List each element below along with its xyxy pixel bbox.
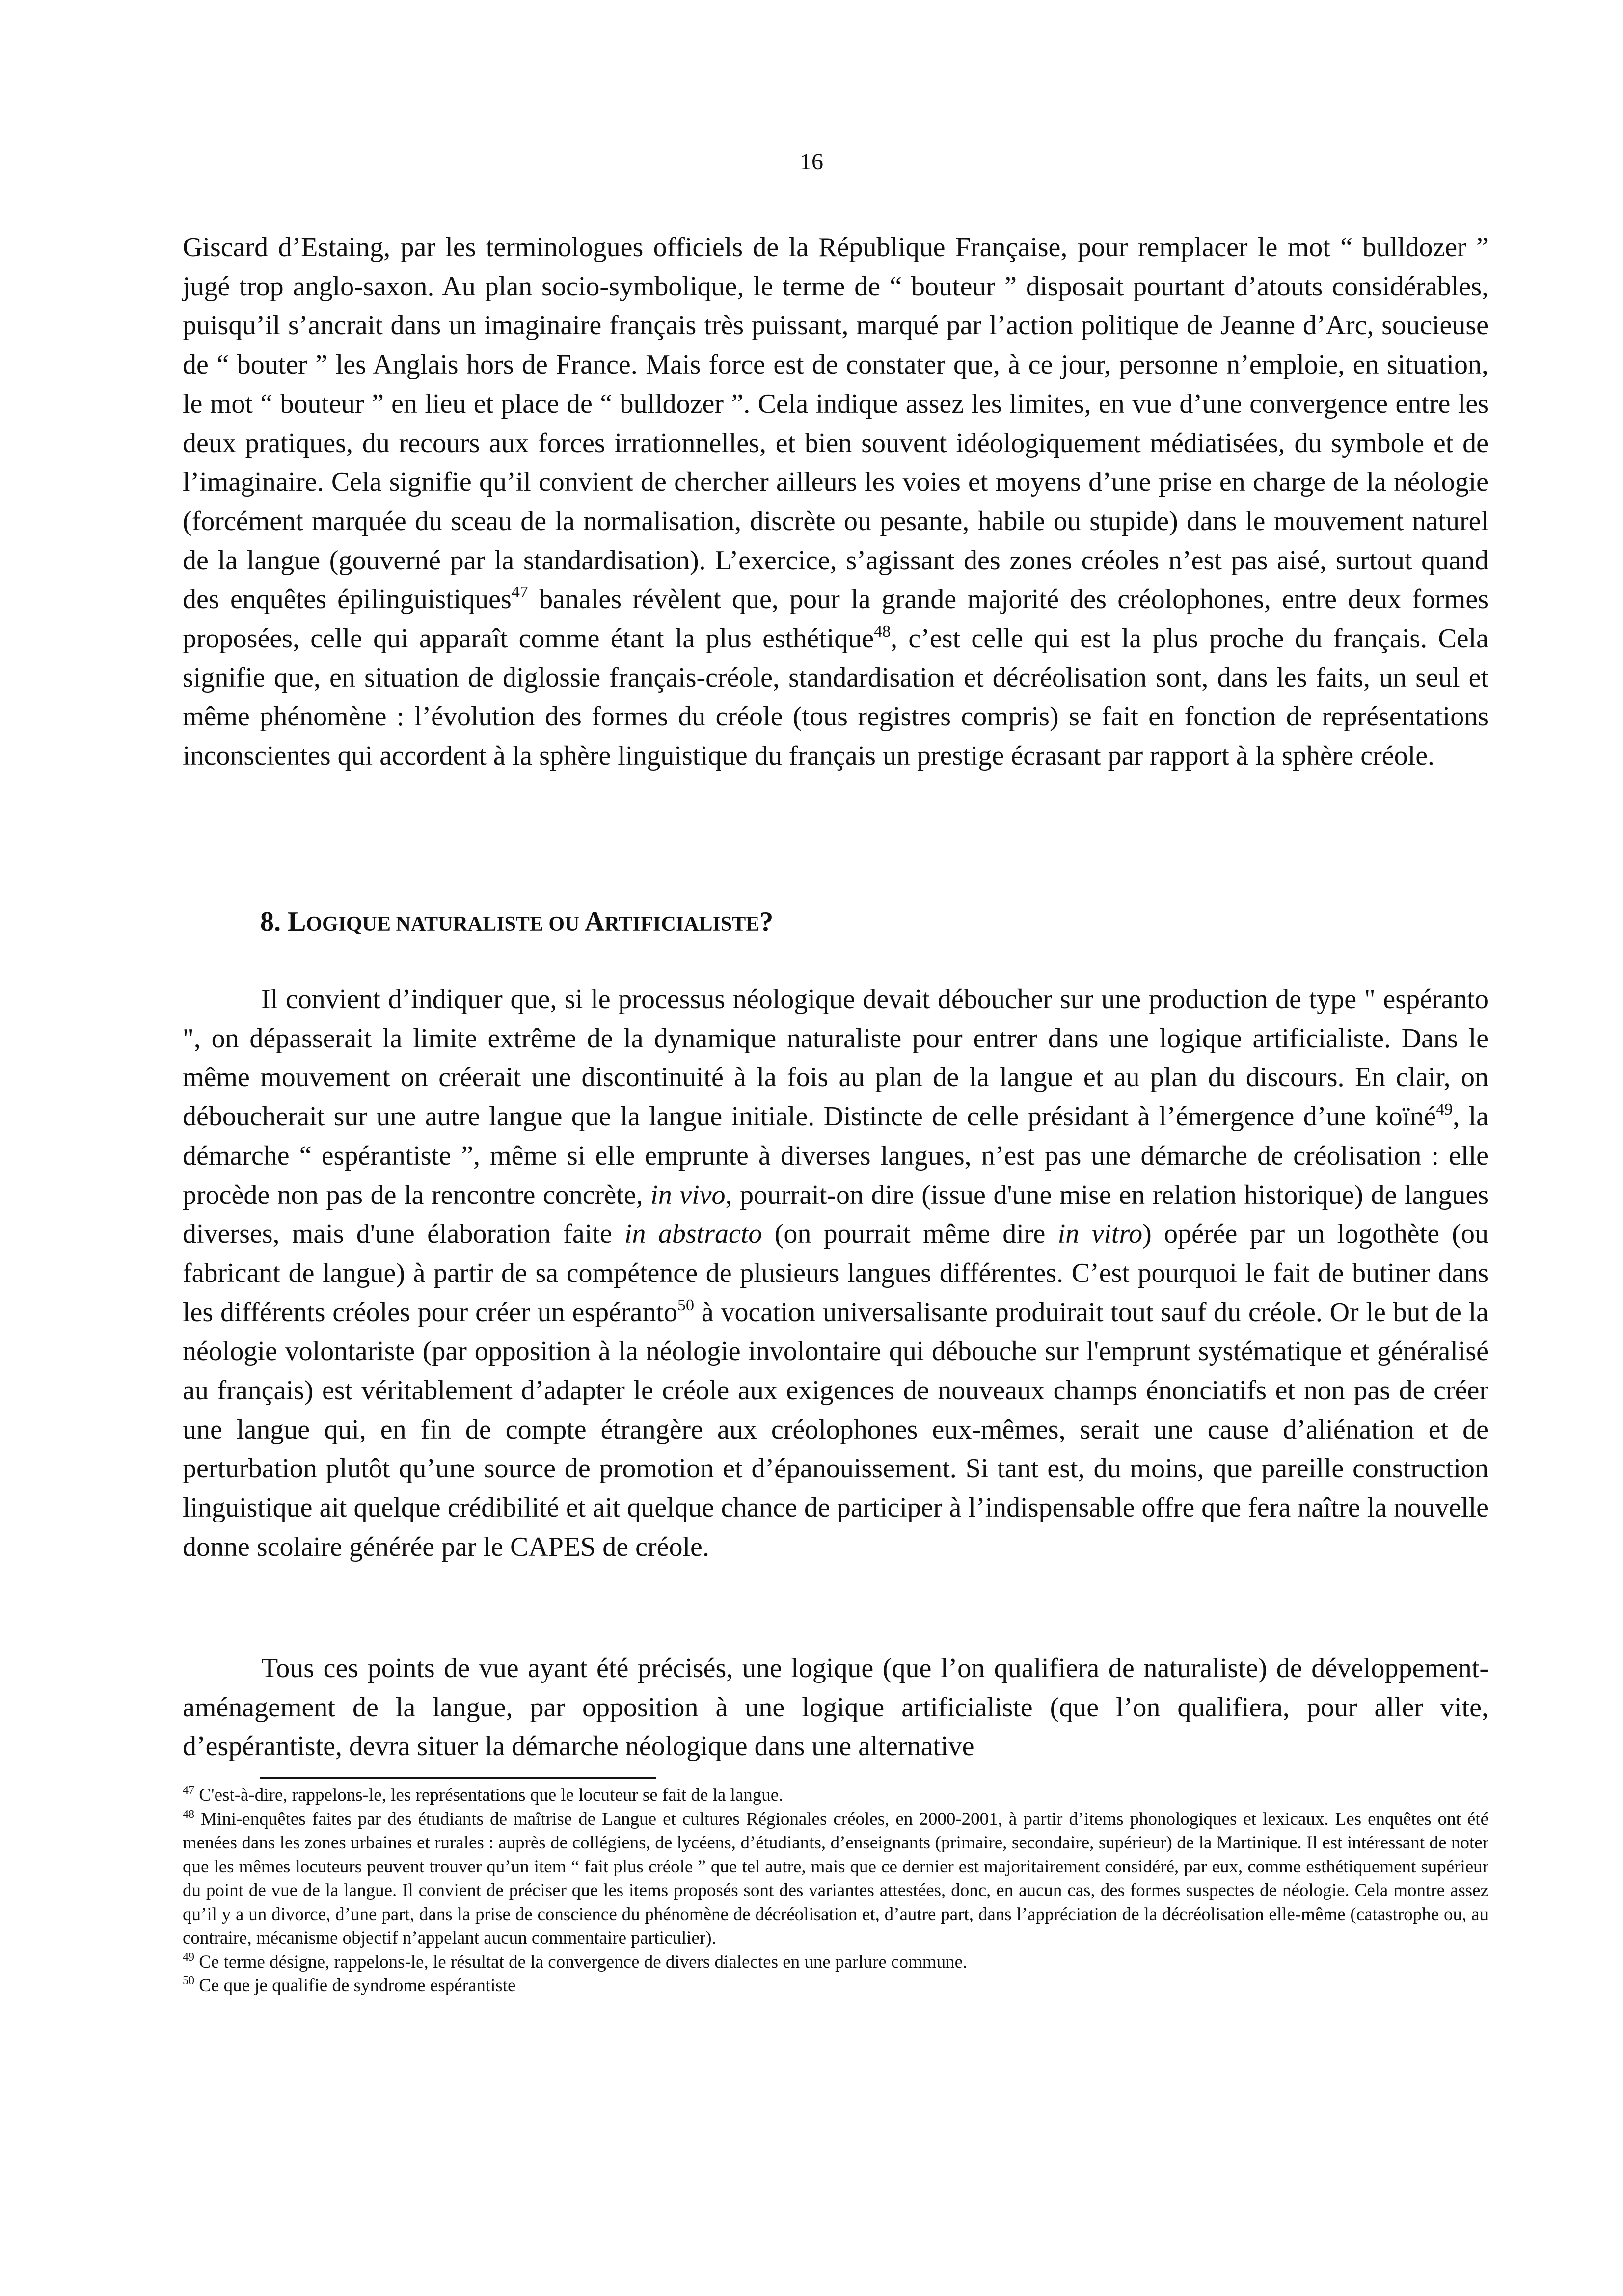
paragraph-text: , pourrait-on dire (issue d'une mise en relation historique) de langues diverses, mais d'une élaboration faite [183, 1179, 1489, 1250]
footnote-ref-48[interactable]: 48 [874, 622, 891, 641]
footnote-number: 50 [183, 1975, 194, 1987]
section-title-smallcaps: RTIFICIALISTE [604, 913, 760, 935]
paragraph-text: (on pourrait même dire [762, 1219, 1058, 1250]
section-title-initial: L [288, 907, 306, 937]
italic-term: in abstracto [624, 1219, 762, 1250]
section-title-smallcaps: OGIQUE NATURALISTE OU [306, 913, 585, 935]
footnote-ref-49[interactable]: 49 [1436, 1100, 1453, 1119]
paragraph-text: , la démarche “ espérantiste ”, même si elle emprunte à diverses langues, n’est pas une démarche de créolisation : elle procède non pas de la rencontre concrète, [183, 1101, 1489, 1210]
footnote-49 [183, 1950, 1488, 1975]
footnotes [183, 1784, 1488, 1998]
paragraph-text: à vocation universalisante produirait tout sauf du créole. Or le but de la néologie volontariste (par opposition à la néologie involontaire qui débouche sur l'emprunt systématique et généralisé au français) est véritablement d’adapter le créole aux exigences de nouveaux champs énonciatifs et non pas de créer une langue qui, en fin de compte étrangère aux créolophones eux-mêmes, serait une cause d’aliénation et de perturbation plutôt qu’une source de promotion et d’épanouissement. Si tant est, du moins, que pareille construction linguistique ait quelque crédibilité et ait quelque chance de participer à l’indispensable offre que fera naître la nouvelle donne scolaire générée par le CAPES de créole. [183, 1297, 1489, 1562]
section-title-end: ? [759, 907, 774, 937]
footnote-number: 49 [183, 1950, 194, 1964]
paragraph-3 [183, 1649, 1488, 1766]
paragraph-1 [183, 228, 1488, 776]
footnote-text: Ce que je qualifie de syndrome espérantiste [194, 1976, 516, 1996]
page-number: 16 [800, 149, 823, 175]
paragraph-text: Tous ces points de vue ayant été précisés, une logique (que l’on qualifiera de naturaliste) de développement-aménagement de la langue, par opposition à une logique artificialiste (que l’on qualifiera, pour aller vite, d’espérantiste, devra situer la démarche néologique dans une alternative [183, 1653, 1488, 1762]
section-title-initial: A [584, 907, 605, 937]
italic-term: in vivo [650, 1179, 726, 1210]
footnote-text: C'est-à-dire, rappelons-le, les représentations que le locuteur se fait de la langue. [194, 1785, 784, 1805]
footnote-number: 48 [183, 1808, 194, 1821]
paragraph-text: Il convient d’indiquer que, si le processus néologique devait déboucher sur une production de type " espéranto ", on dépasserait la limite extrême de la dynamique naturaliste pour entrer dans une logique artificialiste. Dans le même mouvement on créerait une discontinuité à la fois au plan de la langue et au plan du discours. En clair, on déboucherait sur une autre langue que la langue initiale. Distincte de celle présidant à l’émergence d’une koïné [183, 984, 1488, 1132]
italic-term: in vitro [1057, 1219, 1143, 1250]
paragraph-2 [183, 980, 1488, 1567]
paragraph-text: ) opérée par un logothète (ou fabricant de langue) à partir de sa compétence de plusieurs langues différentes. C’est pourquoi le fait de butiner dans les différents créoles pour créer un espéranto [183, 1219, 1488, 1328]
footnote-50 [183, 1974, 1488, 1998]
paragraph-text: banales révèlent que, pour la grande majorité des créolophones, entre deux formes proposées, celle qui apparaît comme étant la plus esthétique [183, 584, 1488, 654]
footnote-47 [183, 1784, 1488, 1808]
footnote-separator [260, 1777, 656, 1779]
section-heading [260, 902, 773, 944]
footnote-48 [183, 1808, 1488, 1950]
footnote-text: Mini-enquêtes faites par des étudiants de maîtrise de Langue et cultures Régionales créoles, en 2000-2001, à partir d’items phonologiques et lexicaux. Les enquêtes ont été menées dans les zones urbaines et rurales : auprès de collégiens, de lycéens, d’étudiants, d’enseignants (primaire, secondaire, supérieur) de la Martinique. Il est intéressant de noter que les mêmes locuteurs peuvent trouver qu’un item “ fait plus créole ” que tel autre, mais que ce dernier est majoritairement considéré, par eux, comme esthétiquement supérieur du point de vue de la langue. Il convient de préciser que les items proposés sont des variantes attestées, donc, en aucun cas, des formes suspectes de néologie. Cela montre assez qu’il y a un divorce, d’une part, dans la prise de conscience du phénomène de décréolisation et, d’autre part, dans l’appréciation de la décréolisation elle-même (catastrophe ou, au contraire, mécanisme objectif n’appelant aucun commentaire particulier). [183, 1809, 1488, 1948]
footnote-ref-47[interactable]: 47 [511, 583, 528, 602]
section-number: 8. [260, 907, 288, 937]
paragraph-text: , c’est celle qui est la plus proche du français. Cela signifie que, en situation de diglossie français-créole, standardisation et décréolisation sont, dans les faits, un seul et même phénomène : l’évolution des formes du créole (tous registres compris) se fait en fonction de représentations inconscientes qui accordent à la sphère linguistique du français un prestige écrasant par rapport à la sphère créole. [183, 623, 1488, 772]
footnote-text: Ce terme désigne, rappelons-le, le résultat de la convergence de divers dialectes en une parlure commune. [194, 1951, 968, 1972]
paragraph-text: Giscard d’Estaing, par les terminologues officiels de la République Française, pour remplacer le mot “ bulldozer ” jugé trop anglo-saxon. Au plan socio-symbolique, le terme de “ bouteur ” disposait pourtant d’atouts considérables, puisqu’il s’ancrait dans un imaginaire français très puissant, marqué par l’action politique de Jeanne d’Arc, soucieuse de “ bouter ” les Anglais hors de France. Mais force est de constater que, à ce jour, personne n’emploie, en situation, le mot “ bouteur ” en lieu et place de “ bulldozer ”. Cela indique assez les limites, en vue d’une convergence entre les deux pratiques, du recours aux forces irrationnelles, et bien souvent idéologiquement médiatisées, du symbole et de l’imaginaire. Cela signifie qu’il convient de chercher ailleurs les voies et moyens d’une prise en charge de la néologie (forcément marquée du sceau de la normalisation, discrète ou pesante, habile ou stupide) dans le mouvement naturel de la langue (gouverné par la standardisation). L’exercice, s’agissant des zones créoles n’est pas aisé, surtout quand des enquêtes épilinguistiques [183, 232, 1488, 615]
footnote-number: 47 [183, 1784, 194, 1797]
footnote-ref-50[interactable]: 50 [677, 1296, 695, 1314]
